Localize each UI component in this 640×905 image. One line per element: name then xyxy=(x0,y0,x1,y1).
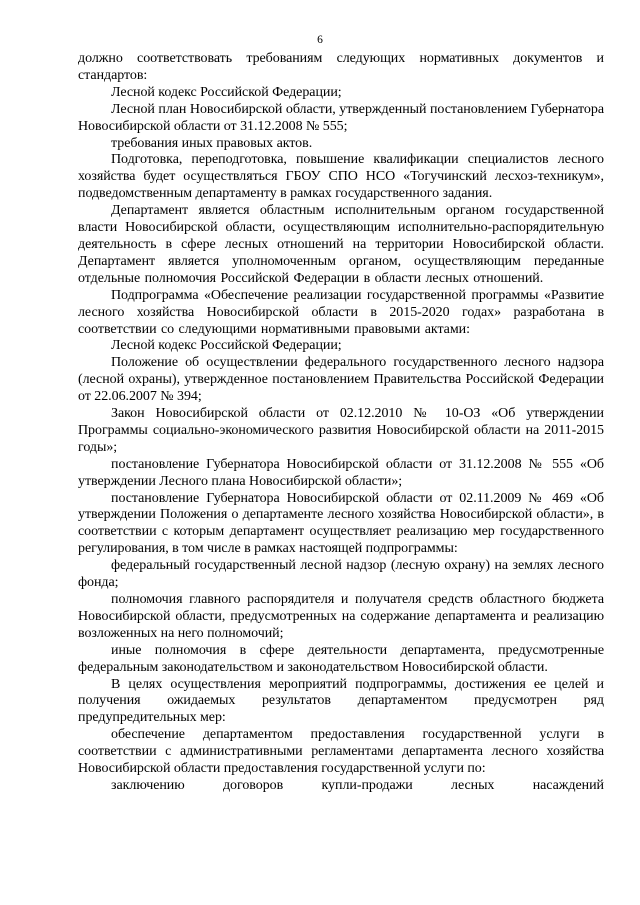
paragraph: полномочия главного распорядителя и получателя средств областного бюджета Новосибирской области, предусмотренных на содержание департамента и реализацию возложенных на него полномочий; xyxy=(78,592,604,641)
paragraph: должно соответствовать требованиям следующих нормативных документов и стандартов: xyxy=(78,51,604,83)
paragraph: Закон Новосибирской области от 02.12.2010 № 10-ОЗ «Об утверждении Программы социально-экономического развития Новосибирской области на 2011-2015 годы»; xyxy=(78,406,604,455)
paragraph: В целях осуществления мероприятий подпрограммы, достижения ее целей и получения ожидаемых результатов департаментом предусмотрен ряд предупредительных мер: xyxy=(78,676,604,726)
paragraph: федеральный государственный лесной надзор (лесную охрану) на землях лесного фонда; xyxy=(78,558,604,591)
paragraph-continued: заключению договоров купли-продажи лесных насаждений xyxy=(111,777,604,793)
document-body xyxy=(78,51,604,795)
paragraph: Подпрограмма «Обеспечение реализации государственной программы «Развитие лесного хозяйства Новосибирской области в 2015-2020 годах» разработана в соответствии со следующими нормативными правовыми актами: xyxy=(78,287,604,337)
paragraph: Департамент является областным исполнительным органом государственной власти Новосибирской области, осуществляющим исполнительно-распорядительную деятельность в сфере лесных отношений на территории Новосибирской области. Департамент является уполномоченным органом, осуществляющим переданные отдельные полномочия Российской Федерации в области лесных отношений. xyxy=(78,203,604,286)
paragraph: иные полномочия в сфере деятельности департамента, предусмотренные федеральным законодательством и законодательством Новосибирской области. xyxy=(78,642,604,675)
paragraph: Лесной кодекс Российской Федерации; xyxy=(111,84,342,100)
paragraph: Подготовка, переподготовка, повышение квалификации специалистов лесного хозяйства будет осуществляться ГБОУ СПО НСО «Тогучинский лесхоз-техникум», подведомственным департаменту в рамках государственного задания. xyxy=(78,152,604,202)
paragraph: Лесной кодекс Российской Федерации; xyxy=(111,338,342,354)
paragraph: требования иных правовых актов. xyxy=(111,135,313,151)
page-number: 6 xyxy=(317,34,323,46)
paragraph: Лесной план Новосибирской области, утвержденный постановлением Губернатора Новосибирской области от 31.12.2008 № 555; xyxy=(78,101,604,134)
paragraph: Положение об осуществлении федерального государственного лесного надзора (лесной охраны), утвержденное постановлением Правительства Российской Федерации от 22.06.2007 № 394; xyxy=(78,355,604,405)
paragraph: обеспечение департаментом предоставления государственной услуги в соответствии с административными регламентами департамента лесного хозяйства Новосибирской области предоставления государственной услуги по: xyxy=(78,727,604,777)
paragraph: постановление Губернатора Новосибирской области от 02.11.2009 № 469 «Об утверждении Положения о департаменте лесного хозяйства Новосибирской области», в соответствии с которым департамент осуществляет реализацию мер государственного регулирования, в том числе в рамках настоящей подпрограммы: xyxy=(78,490,604,557)
paragraph: постановление Губернатора Новосибирской области от 31.12.2008 № 555 «Об утверждении Лесного плана Новосибирской области»; xyxy=(78,456,604,489)
